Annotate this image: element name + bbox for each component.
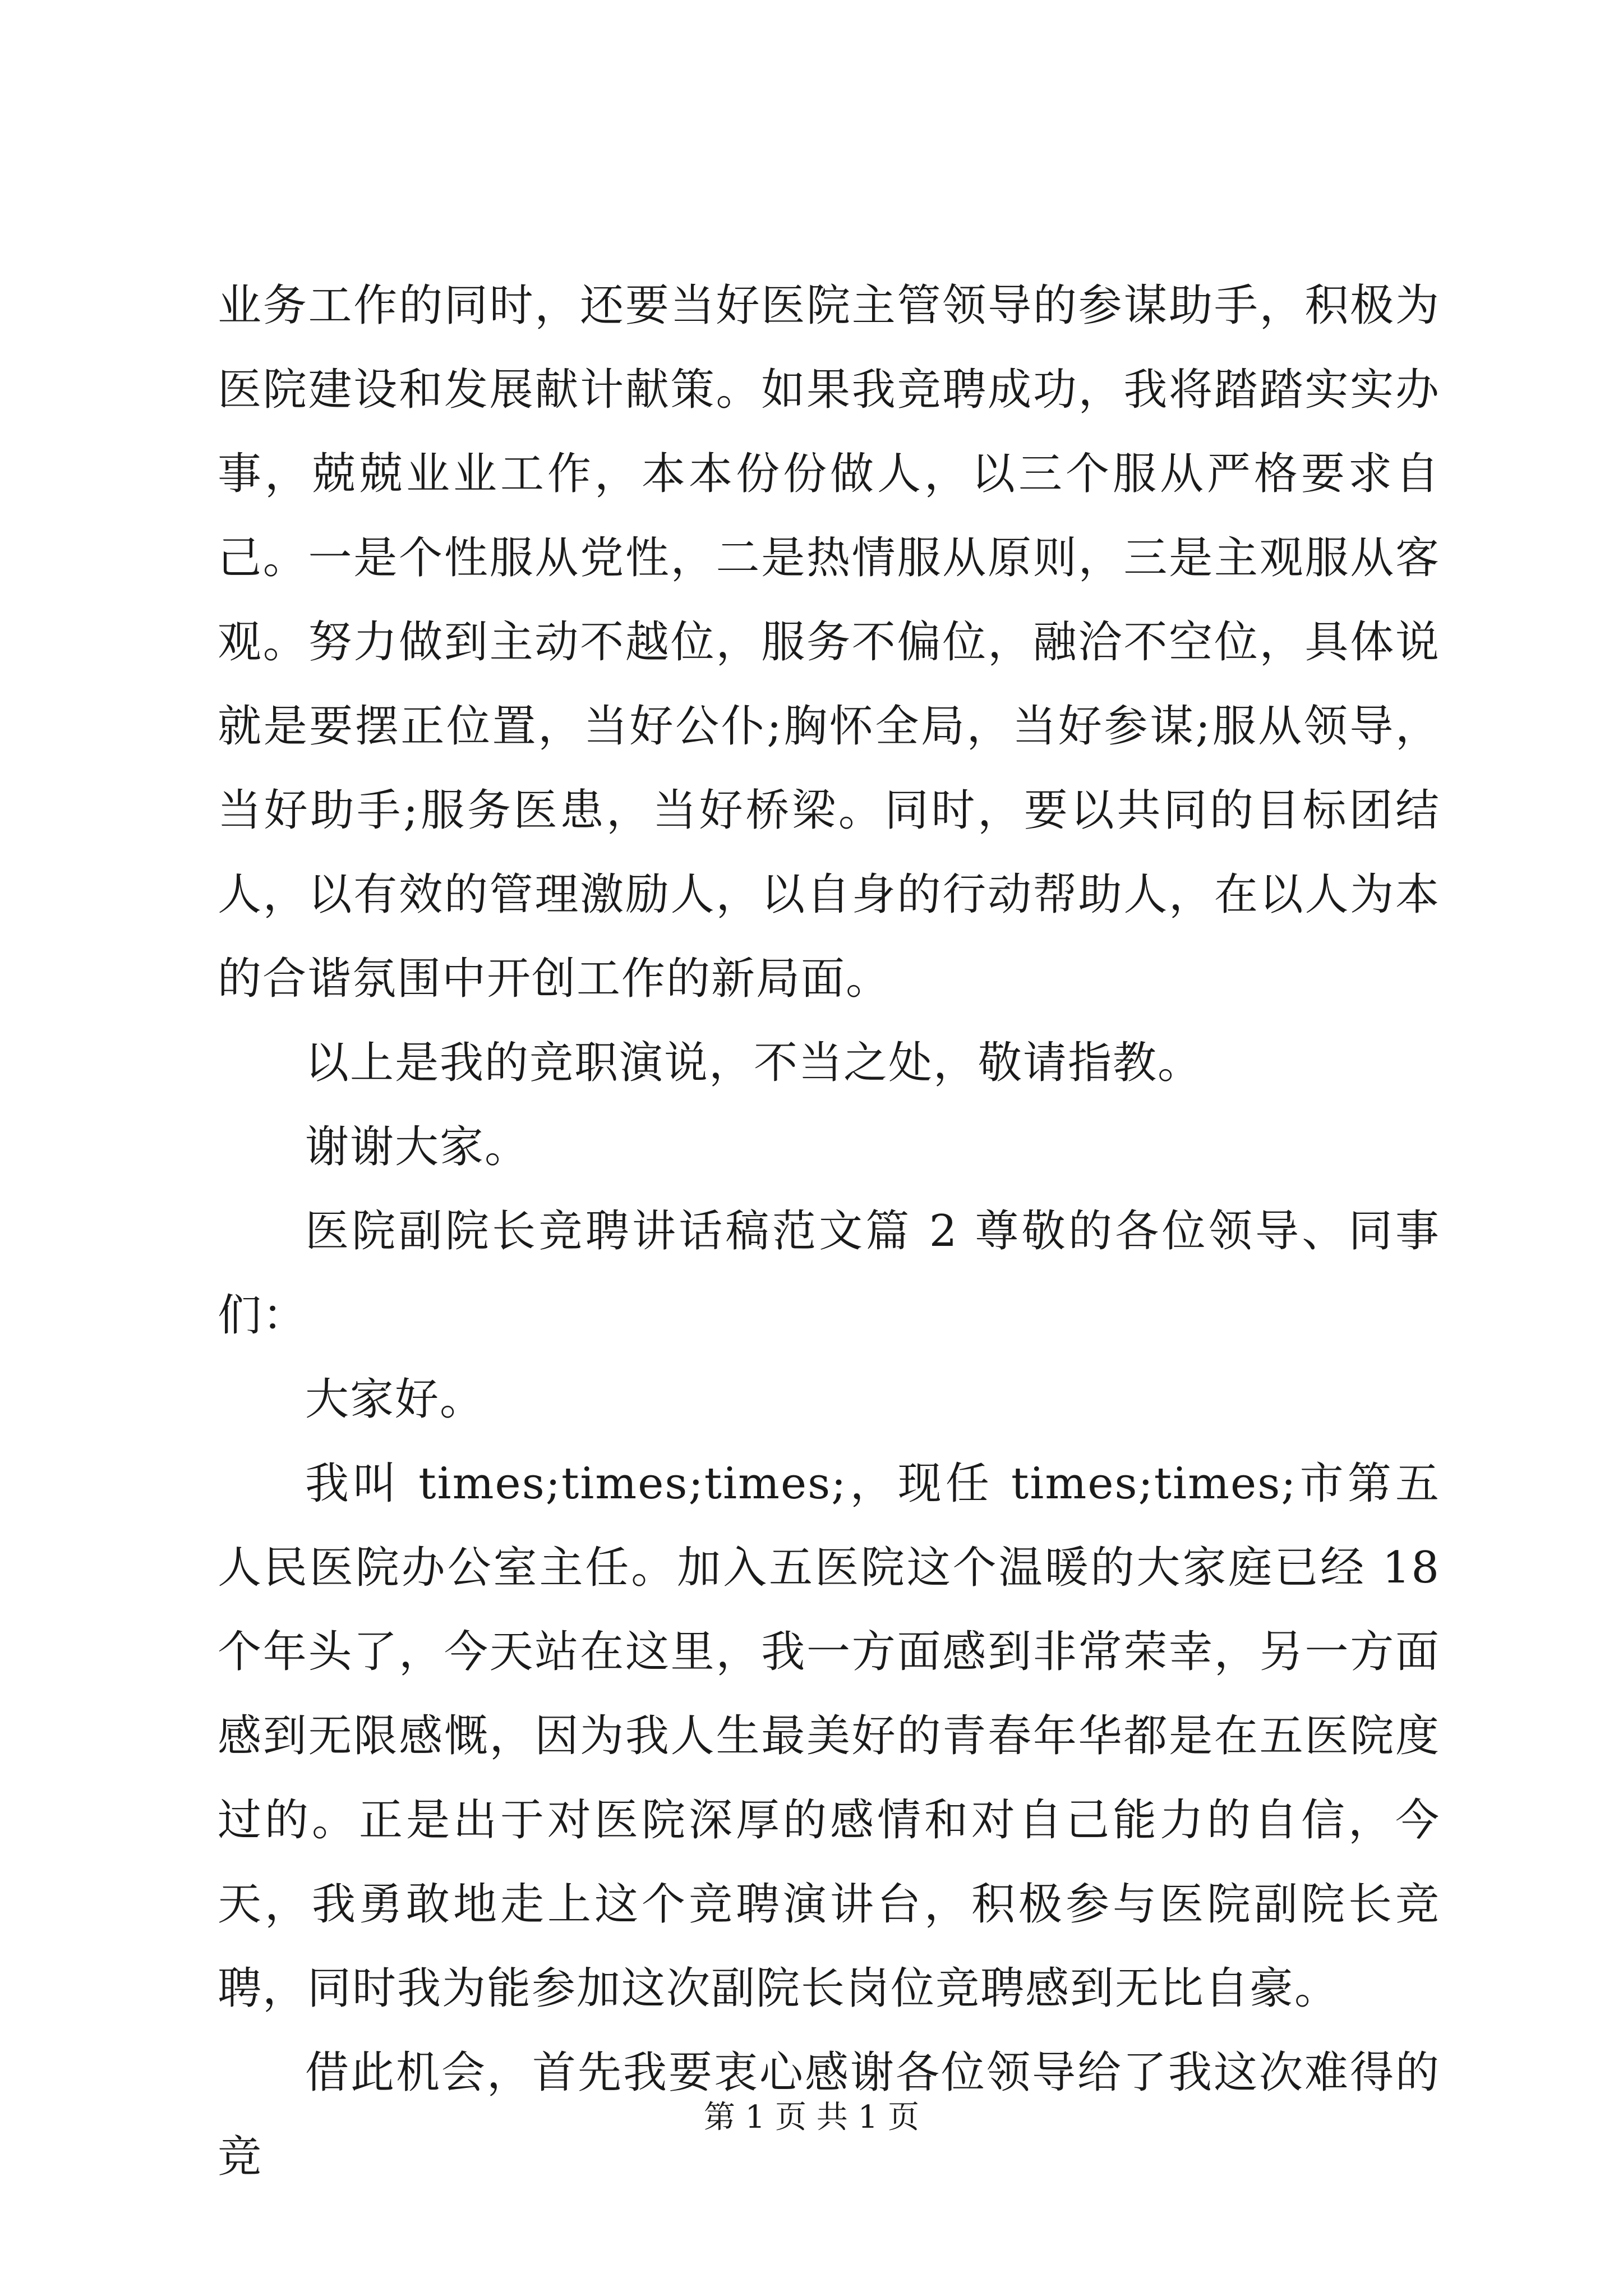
paragraph-3: 谢谢大家。 (305, 1122, 530, 1172)
paragraph-7: 借此机会，首先我要衷心感谢各位领导给了我这次难得的竞 (218, 2047, 1440, 2182)
paragraph-1: 业务工作的同时，还要当好医院主管领导的参谋助手，积极为医院建设和发展献计献策。如果我竞聘成功，我将踏踏实实办事，兢兢业业工作，本本份份做人，以三个服从严格要求自己。一是个性服从党性，二是热情服从原则，三是主观服从客观。努力做到主动不越位，服务不偏位，融洽不空位，具体说就是要摆正位置，当好公仆;胸怀全局，当好参谋;服从领导，当好助手;服务医患，当好桥梁。同时，要以共同的目标团结人，以有效的管理激励人，以自身的行动帮助人，在以人为本的合谐氛围中开创工作的新局面。 (218, 280, 1440, 1004)
page-footer: 第 1 页 共 1 页 (703, 2099, 920, 2136)
paragraph-6: 我叫 times;times;times;，现任 times;times;市第五人民医院办公室主任。加入五医院这个温暖的大家庭已经 18 个年头了，今天站在这里，我一方面感到非常荣幸，另一方面感到无限感慨，因为我人生最美好的青春年华都是在五医院度过的。正是出于对医院深厚的感情和对自己能力的自信，今天，我勇敢地走上这个竞聘演讲台，积极参与医院副院长竞聘，同时我为能参加这次副院长岗位竞聘感到无比自豪。 (218, 1458, 1440, 2014)
document-body (218, 264, 1440, 2199)
paragraph-4: 医院副院长竞聘讲话稿范文篇 2 尊敬的各位领导、同事们： (218, 1206, 1440, 1341)
paragraph-2: 以上是我的竞职演说，不当之处，敬请指教。 (305, 1038, 1203, 1088)
paragraph-5: 大家好。 (305, 1374, 485, 1425)
